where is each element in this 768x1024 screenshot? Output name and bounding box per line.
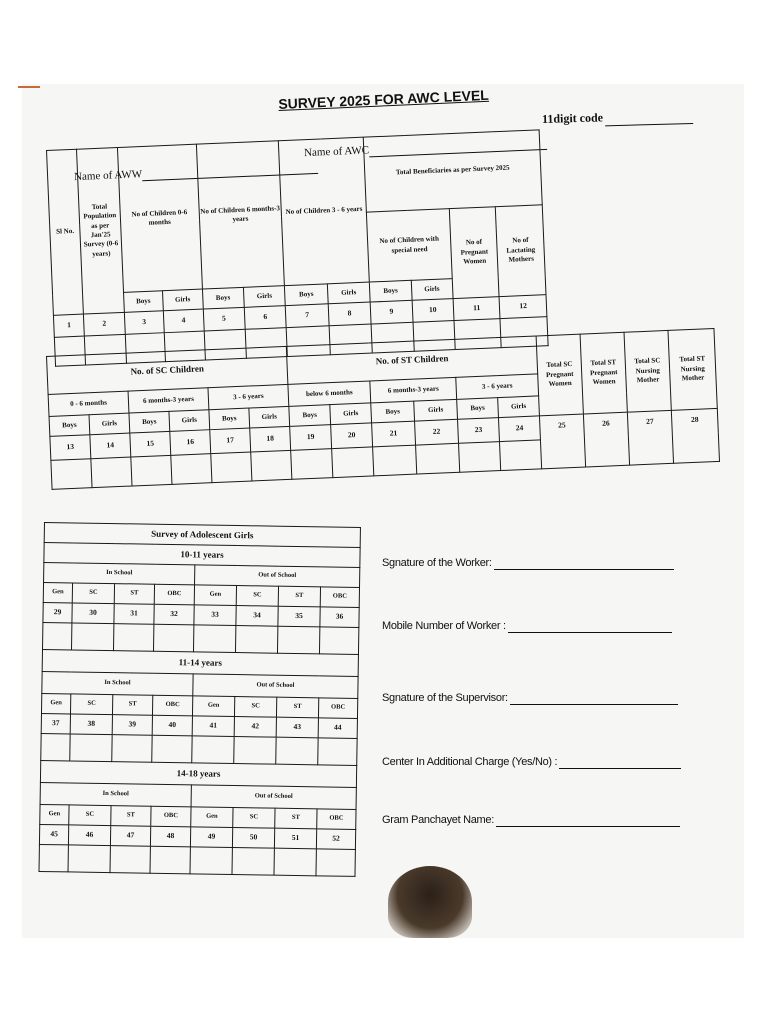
entry-cell[interactable] xyxy=(318,738,357,766)
girls-header: Girls xyxy=(243,286,285,308)
col-number: 1 xyxy=(53,314,84,337)
boys-header: Boys xyxy=(129,411,170,433)
sl-no-header: Sl No. xyxy=(47,149,84,315)
entry-cell[interactable] xyxy=(110,846,150,874)
st-below-6m-header: below 6 months xyxy=(288,381,371,406)
col-number: 45 xyxy=(39,824,68,844)
adolescent-girls-table xyxy=(39,522,361,877)
category-header: Gen xyxy=(41,693,70,713)
entry-cell[interactable] xyxy=(51,459,92,490)
col-number: 9 xyxy=(370,300,412,324)
category-header: OBC xyxy=(151,806,191,827)
out-of-school-header: Out of School xyxy=(191,785,356,810)
entry-cell[interactable] xyxy=(91,457,132,488)
col-number: 40 xyxy=(152,715,192,736)
col-number: 41 xyxy=(192,716,234,737)
entry-cell[interactable] xyxy=(42,622,71,649)
total-population-header: Total Population as per Jan'25 Survey (0-6 years) xyxy=(77,148,124,315)
category-header: ST xyxy=(278,586,320,607)
col-number: 33 xyxy=(194,605,236,626)
col-number: 16 xyxy=(170,430,211,456)
col-number: 31 xyxy=(114,604,154,625)
gram-panchayat-field[interactable] xyxy=(382,814,680,827)
entry-cell[interactable] xyxy=(235,626,277,654)
col-number: 12 xyxy=(499,295,546,319)
in-school-header: In School xyxy=(40,782,191,806)
adolescent-survey-title: Survey of Adolescent Girls xyxy=(44,523,360,548)
entry-cell[interactable] xyxy=(131,455,172,486)
col-number: 14 xyxy=(90,433,131,459)
worker-mobile-field[interactable] xyxy=(382,620,672,633)
entry-cell[interactable] xyxy=(234,737,276,765)
entry-cell[interactable] xyxy=(113,624,153,652)
girls-header: Girls xyxy=(498,396,540,418)
entry-cell[interactable] xyxy=(316,849,355,877)
age-group-11-14: 11-14 years xyxy=(42,649,358,676)
boys-header: Boys xyxy=(457,398,499,420)
category-header: Gen xyxy=(192,696,234,717)
entry-cell[interactable] xyxy=(291,449,333,480)
total-st-pregnant-header: Total ST Pregnant Women xyxy=(580,332,627,414)
girls-header: Girls xyxy=(327,282,370,304)
col-number: 50 xyxy=(232,828,274,849)
girls-header: Girls xyxy=(330,403,372,425)
category-header: SC xyxy=(233,808,275,829)
col-number: 26 xyxy=(583,412,629,467)
entry-cell[interactable] xyxy=(153,624,193,652)
entry-cell[interactable] xyxy=(277,626,319,654)
entry-cell[interactable] xyxy=(112,735,152,763)
boys-header: Boys xyxy=(123,291,163,313)
supervisor-signature-field[interactable] xyxy=(382,692,678,705)
col-number: 3 xyxy=(124,311,164,335)
col-number: 20 xyxy=(331,423,373,449)
lactating-header: No of Lactating Mothers xyxy=(496,205,546,297)
category-header: ST xyxy=(276,697,318,718)
children-0-6m-header: No of Children 0-6 months xyxy=(117,144,202,292)
supervisor-signature-label: Sgnature of the Supervisor: xyxy=(382,692,508,704)
col-number: 8 xyxy=(328,302,371,326)
worker-signature-field[interactable] xyxy=(382,557,674,570)
girls-header: Girls xyxy=(411,279,453,301)
aww-label: Name of AWW xyxy=(73,168,143,184)
col-number: 51 xyxy=(274,828,316,849)
in-school-header: In School xyxy=(44,563,195,585)
col-number: 21 xyxy=(372,421,416,447)
col-number: 29 xyxy=(43,602,72,622)
col-number: 23 xyxy=(458,418,500,444)
category-header: Gen xyxy=(194,585,236,606)
col-number: 24 xyxy=(499,416,541,442)
col-number: 2 xyxy=(84,312,125,336)
col-number: 17 xyxy=(210,428,251,454)
category-header: SC xyxy=(69,805,111,826)
entry-cell[interactable] xyxy=(211,452,252,483)
col-number: 43 xyxy=(276,717,318,738)
boys-header: Boys xyxy=(49,415,90,437)
boys-header: Boys xyxy=(209,408,250,430)
category-header: ST xyxy=(114,584,154,605)
st-children-header: No. of ST Children xyxy=(286,336,537,384)
col-number: 37 xyxy=(41,713,70,733)
col-number: 47 xyxy=(110,826,150,847)
col-number: 36 xyxy=(320,607,359,628)
additional-charge-field[interactable] xyxy=(382,756,681,769)
girls-header: Girls xyxy=(414,399,458,421)
col-number: 39 xyxy=(112,715,152,736)
col-number: 19 xyxy=(290,425,332,451)
entry-cell[interactable] xyxy=(152,735,192,763)
additional-charge-label: Center In Additional Charge (Yes/No) : xyxy=(382,756,558,768)
col-number: 49 xyxy=(190,827,232,848)
entry-cell[interactable] xyxy=(41,733,70,760)
category-header: Gen xyxy=(40,804,69,824)
gram-panchayat-label: Gram Panchayet Name: xyxy=(382,814,494,826)
age-group-14-18: 14-18 years xyxy=(40,760,356,787)
pregnant-header: No of Pregnant Women xyxy=(449,207,499,299)
entry-cell[interactable] xyxy=(232,847,274,875)
boys-header: Boys xyxy=(285,284,328,306)
col-number: 10 xyxy=(412,299,454,323)
col-number: 25 xyxy=(540,414,586,469)
entry-cell[interactable] xyxy=(500,440,542,471)
st-3-6y-header: 3 - 6 years xyxy=(456,374,539,399)
girls-header: Girls xyxy=(89,413,130,435)
special-need-header: No of Children with special need xyxy=(367,209,453,282)
col-number: 48 xyxy=(150,826,190,847)
total-st-nursing-header: Total ST Nursing Mother xyxy=(668,329,717,411)
category-header: OBC xyxy=(317,809,356,830)
code-line xyxy=(605,108,693,126)
girls-header: Girls xyxy=(169,410,210,432)
col-number: 6 xyxy=(244,306,286,330)
col-number: 34 xyxy=(236,606,278,627)
col-number: 22 xyxy=(415,419,459,445)
entry-cell[interactable] xyxy=(39,844,68,871)
scan-mark xyxy=(18,86,40,88)
awc-label: Name of AWC xyxy=(303,144,370,160)
category-header: OBC xyxy=(152,695,192,716)
entry-cell[interactable] xyxy=(373,445,417,476)
col-number: 5 xyxy=(203,307,245,331)
entry-cell[interactable] xyxy=(251,450,292,481)
category-header: Gen xyxy=(43,583,72,603)
category-header: ST xyxy=(275,808,317,829)
sc-6m-3y-header: 6 months-3 years xyxy=(128,388,209,413)
category-header: ST xyxy=(111,806,151,827)
col-number: 52 xyxy=(316,829,355,850)
category-header: SC xyxy=(70,694,112,715)
sc-0-6m-header: 0 - 6 months xyxy=(48,391,129,416)
sc-3-6y-header: 3 - 6 years xyxy=(208,384,289,409)
category-header: OBC xyxy=(154,584,194,605)
entry-cell[interactable] xyxy=(171,454,212,485)
girls-header: Girls xyxy=(163,289,203,311)
col-number: 35 xyxy=(278,606,320,627)
boys-header: Boys xyxy=(289,405,331,427)
entry-cell[interactable] xyxy=(150,846,190,874)
total-beneficiaries-header: Total Beneficiaries as per Survey 2025 xyxy=(363,130,542,212)
category-header: SC xyxy=(72,583,114,604)
entry-cell[interactable] xyxy=(459,442,501,473)
category-header: OBC xyxy=(318,698,357,719)
out-of-school-header: Out of School xyxy=(195,565,360,588)
entry-cell[interactable] xyxy=(193,625,235,653)
entry-cell[interactable] xyxy=(71,623,113,651)
in-school-header: In School xyxy=(42,671,193,695)
sc-st-children-table xyxy=(46,328,720,490)
col-number: 46 xyxy=(68,825,110,846)
col-number: 32 xyxy=(154,604,194,625)
entry-cell[interactable] xyxy=(70,734,112,762)
col-number: 13 xyxy=(50,435,91,461)
total-sc-pregnant-header: Total SC Pregnant Women xyxy=(536,334,583,416)
worker-signature-label: Sgnature of the Worker: xyxy=(382,557,492,569)
boys-header: Boys xyxy=(371,401,415,423)
children-3-6y-header: No of Children 3 - 6 years xyxy=(279,137,370,285)
category-header: ST xyxy=(112,695,152,716)
category-header: SC xyxy=(236,586,278,607)
col-number: 18 xyxy=(250,426,291,452)
entry-cell[interactable] xyxy=(332,447,374,478)
col-number: 11 xyxy=(453,297,500,321)
st-6m-3y-header: 6 months-3 years xyxy=(370,377,457,403)
entry-cell[interactable] xyxy=(319,627,358,655)
boys-header: Boys xyxy=(202,287,244,309)
col-number: 30 xyxy=(72,603,114,624)
col-number: 7 xyxy=(286,304,329,328)
col-number: 27 xyxy=(627,410,673,465)
code-label: 11digit code xyxy=(541,110,604,126)
boys-header: Boys xyxy=(369,280,411,302)
col-number: 42 xyxy=(234,717,276,738)
sc-children-header: No. of SC Children xyxy=(47,346,288,394)
girls-header: Girls xyxy=(249,406,290,428)
col-number: 28 xyxy=(671,408,719,463)
total-sc-nursing-header: Total SC Nursing Mother xyxy=(624,330,671,412)
category-header: OBC xyxy=(320,587,359,608)
thumb-shadow xyxy=(388,866,472,938)
age-group-10-11: 10-11 years xyxy=(44,543,360,568)
category-header: SC xyxy=(234,697,276,718)
beneficiaries-table xyxy=(46,129,549,366)
entry-cell[interactable] xyxy=(68,845,110,873)
entry-cell[interactable] xyxy=(274,848,316,876)
col-number: 38 xyxy=(70,714,112,735)
col-number: 4 xyxy=(163,309,203,333)
category-header: Gen xyxy=(191,807,233,828)
col-number: 15 xyxy=(130,431,171,457)
out-of-school-header: Out of School xyxy=(193,674,358,699)
entry-cell[interactable] xyxy=(276,737,318,765)
entry-cell[interactable] xyxy=(192,736,234,764)
entry-cell[interactable] xyxy=(416,443,460,474)
children-6m-3y-header: No of Children 6 months-3 years xyxy=(196,141,285,289)
page-title: SURVEY 2025 FOR AWC LEVEL xyxy=(278,86,490,112)
entry-cell[interactable] xyxy=(190,847,232,875)
col-number: 44 xyxy=(318,718,357,739)
worker-mobile-label: Mobile Number of Worker : xyxy=(382,620,506,632)
